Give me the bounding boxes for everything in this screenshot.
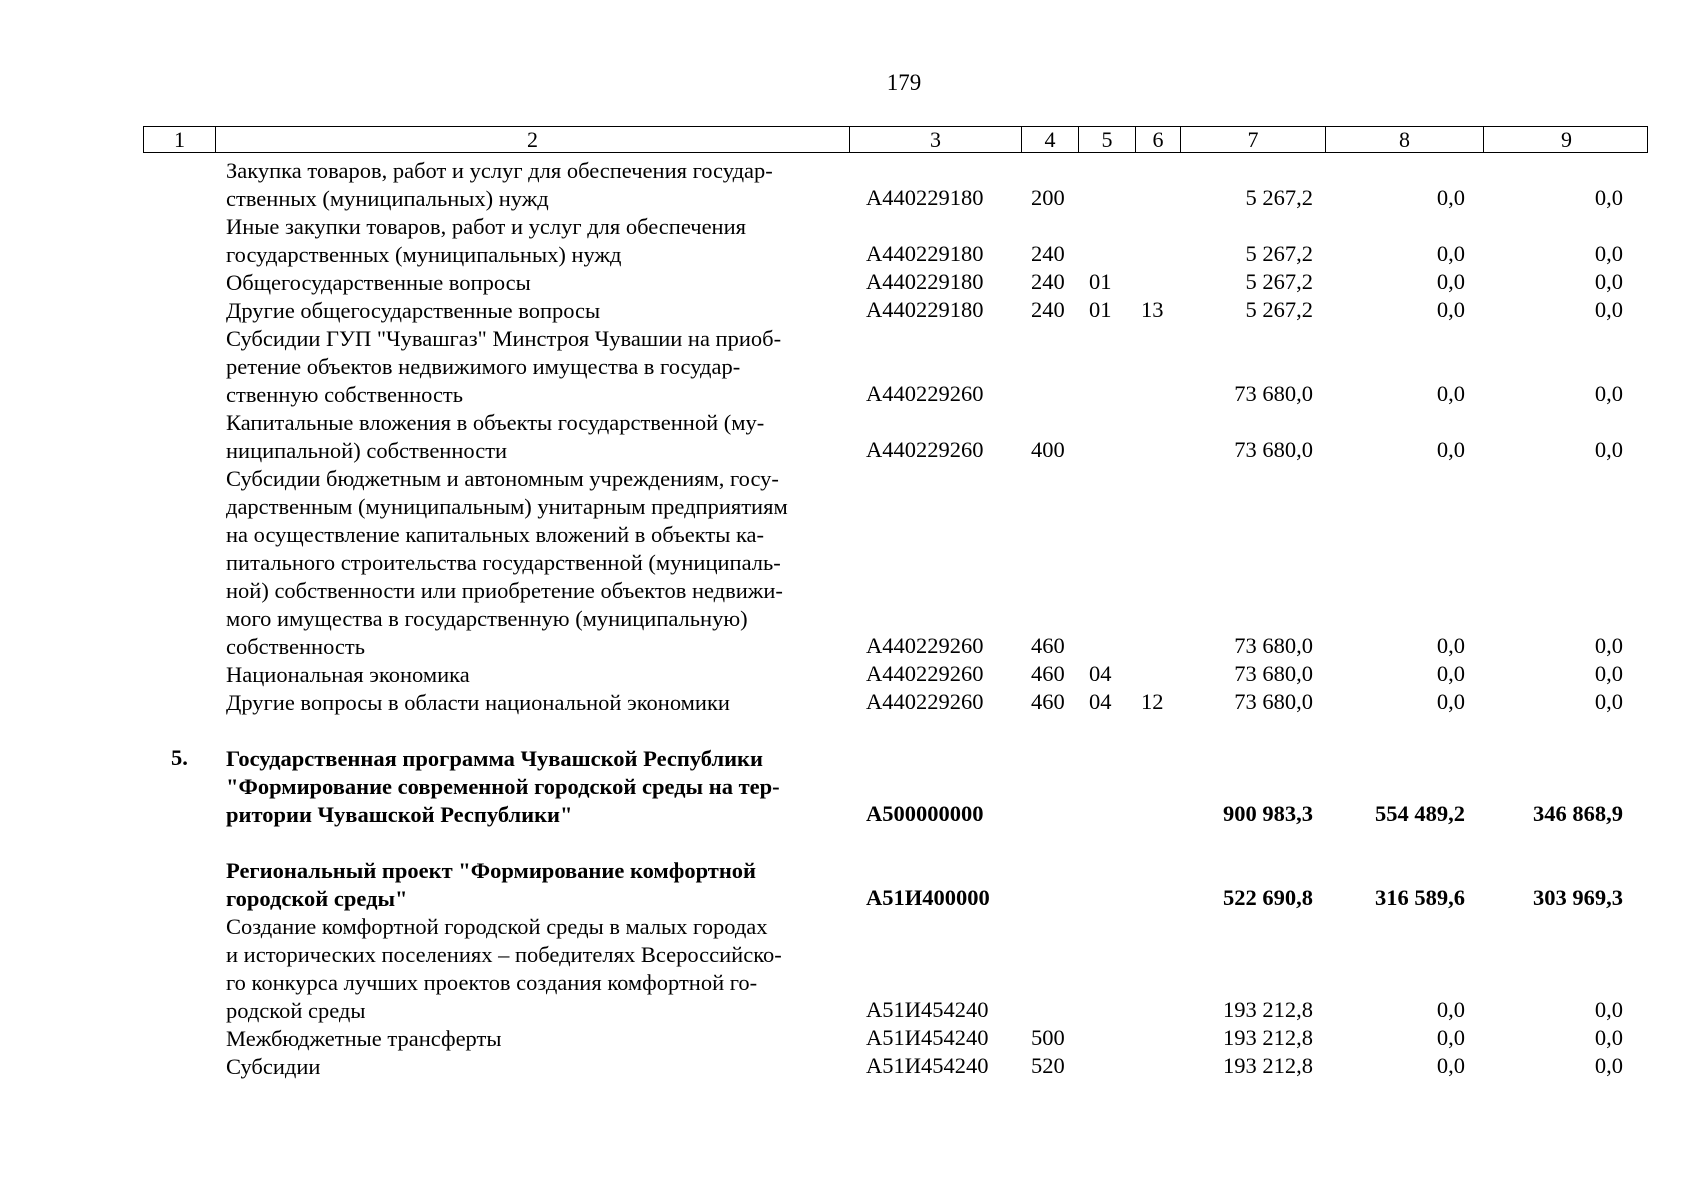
row-col9: 0,0	[1594, 297, 1623, 322]
row-col9: 0,0	[1594, 437, 1623, 462]
row-col8: 0,0	[1436, 241, 1465, 266]
row-col6: 13	[1141, 297, 1164, 322]
row-col8: 554 489,2	[1375, 801, 1465, 826]
row-code: А440229260	[866, 661, 984, 686]
row-col4: 240	[1031, 297, 1065, 322]
row-name: Создание комфортной городской среды в малых городах и исторических поселениях – победителях Всероссийско- го конкурса лучших проектов создания комфортной го- родской среды	[226, 914, 782, 1023]
row-col4: 240	[1031, 241, 1065, 266]
row-col9: 346 868,9	[1533, 801, 1623, 826]
row-col4: 400	[1031, 437, 1065, 462]
row-code: А440229260	[866, 689, 984, 714]
row-name: Субсидии бюджетным и автономным учреждениям, госу- дарственным (муниципальным) унитарным предприятиям на осуществление капитальных вложений в объекты ка- питального строительства государственной (муниципаль- ной) собственности или приобретение объектов недвижи- мого имущества в государственную (муниципальную) собственность	[226, 466, 788, 659]
row-col7: 73 680,0	[1234, 437, 1313, 462]
row-name: Другие общегосударственные вопросы	[226, 298, 601, 323]
row-col8: 0,0	[1436, 997, 1465, 1022]
row-code: А51И400000	[866, 885, 990, 910]
header-cell-7: 7	[1181, 127, 1326, 152]
header-cell-9: 9	[1561, 127, 1572, 152]
row-col7: 73 680,0	[1234, 381, 1313, 406]
row-col9: 0,0	[1594, 661, 1623, 686]
row-col9: 0,0	[1594, 689, 1623, 714]
row-col9: 0,0	[1594, 241, 1623, 266]
row-name: Субсидии	[226, 1054, 321, 1079]
row-name: Национальная экономика	[226, 662, 470, 687]
row-col7: 5 267,2	[1245, 269, 1313, 294]
row-code: А440229180	[866, 241, 984, 266]
row-code: А51И454240	[866, 1025, 989, 1050]
row-name: Межбюджетные трансферты	[226, 1026, 502, 1051]
page-number: 179	[886, 70, 922, 95]
row-code: А440229180	[866, 297, 984, 322]
row-name: Субсидии ГУП "Чувашгаз" Минстроя Чувашии на приоб- ретение объектов недвижимого имущества в государ- ственную собственность	[226, 326, 782, 407]
row-col8: 0,0	[1436, 381, 1465, 406]
row-col8: 0,0	[1436, 1053, 1465, 1078]
row-name: Другие вопросы в области национальной экономики	[226, 690, 730, 715]
row-col4: 200	[1031, 185, 1065, 210]
row-col4: 460	[1031, 661, 1065, 686]
header-cell-8: 8	[1326, 127, 1484, 152]
row-code: А51И454240	[866, 997, 989, 1022]
row-col7: 900 983,3	[1223, 801, 1313, 826]
row-col9: 303 969,3	[1533, 885, 1623, 910]
row-col5: 01	[1089, 269, 1112, 294]
row-col8: 0,0	[1436, 633, 1465, 658]
row-col9: 0,0	[1594, 381, 1623, 406]
row-col7: 193 212,8	[1223, 1053, 1313, 1078]
header-cell-1: 1	[144, 127, 216, 152]
row-code: А440229260	[866, 381, 984, 406]
row-col7: 5 267,2	[1245, 185, 1313, 210]
row-col9: 0,0	[1594, 633, 1623, 658]
row-col7: 5 267,2	[1245, 297, 1313, 322]
row-code: А500000000	[866, 801, 984, 826]
row-code: А51И454240	[866, 1053, 989, 1078]
row-code: А440229260	[866, 437, 984, 462]
row-col8: 0,0	[1436, 297, 1465, 322]
row-col4: 520	[1031, 1053, 1065, 1078]
row-code: А440229180	[866, 269, 984, 294]
row-col7: 193 212,8	[1223, 997, 1313, 1022]
row-col8: 0,0	[1436, 437, 1465, 462]
row-number: 5.	[171, 745, 188, 770]
row-col8: 0,0	[1436, 689, 1465, 714]
row-col9: 0,0	[1594, 997, 1623, 1022]
row-col4: 500	[1031, 1025, 1065, 1050]
row-name: Государственная программа Чувашской Республики "Формирование современной городской среды на тер- ритории Чувашской Республики"	[226, 746, 780, 827]
header-cell-5: 5	[1079, 127, 1136, 152]
row-col5: 04	[1089, 689, 1112, 714]
row-code: А440229260	[866, 633, 984, 658]
row-name: Иные закупки товаров, работ и услуг для обеспечения государственных (муниципальных) нужд	[226, 214, 746, 267]
row-col7: 5 267,2	[1245, 241, 1313, 266]
row-col6: 12	[1141, 689, 1164, 714]
row-col5: 04	[1089, 661, 1112, 686]
header-cell-6: 6	[1136, 127, 1181, 152]
row-col8: 0,0	[1436, 661, 1465, 686]
row-col9: 0,0	[1594, 269, 1623, 294]
header-cell-2: 2	[216, 127, 850, 152]
row-name: Закупка товаров, работ и услуг для обеспечения государ- ственных (муниципальных) нужд	[226, 158, 773, 211]
row-col4: 460	[1031, 689, 1065, 714]
row-col8: 0,0	[1436, 185, 1465, 210]
row-col9: 0,0	[1594, 1053, 1623, 1078]
row-col7: 193 212,8	[1223, 1025, 1313, 1050]
row-col4: 460	[1031, 633, 1065, 658]
row-name: Региональный проект "Формирование комфортной городской среды"	[226, 858, 757, 911]
row-col8: 0,0	[1436, 269, 1465, 294]
row-col7: 73 680,0	[1234, 689, 1313, 714]
row-col4: 240	[1031, 269, 1065, 294]
row-col9: 0,0	[1594, 185, 1623, 210]
row-col7: 522 690,8	[1223, 885, 1313, 910]
row-col5: 01	[1089, 297, 1112, 322]
header-cell-3: 3	[850, 127, 1022, 152]
row-col8: 0,0	[1436, 1025, 1465, 1050]
row-col7: 73 680,0	[1234, 633, 1313, 658]
row-name: Капитальные вложения в объекты государственной (му- ниципальной) собственности	[226, 410, 765, 463]
row-col7: 73 680,0	[1234, 661, 1313, 686]
row-code: А440229180	[866, 185, 984, 210]
row-col8: 316 589,6	[1375, 885, 1465, 910]
row-col9: 0,0	[1594, 1025, 1623, 1050]
row-name: Общегосударственные вопросы	[226, 270, 531, 295]
header-cell-4: 4	[1022, 127, 1079, 152]
table-header	[143, 126, 1648, 153]
